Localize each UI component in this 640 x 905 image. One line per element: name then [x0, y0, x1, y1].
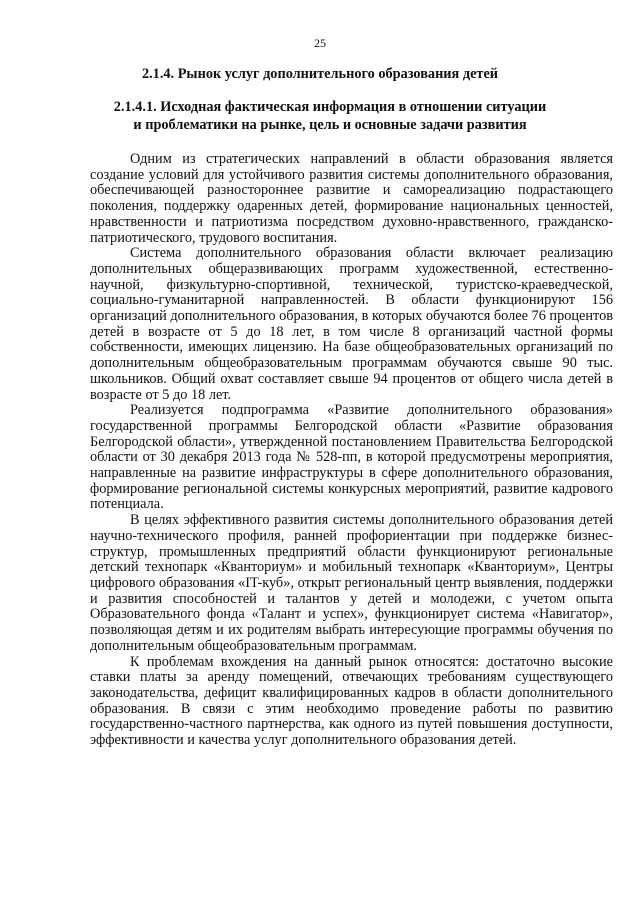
section-title: 2.1.4. Рынок услуг дополнительного образования детей [141, 66, 499, 82]
paragraph: Реализуется подпрограмма «Развитие дополнительного образования» государственной программы Белгородской области «Развитие образования Белгородской области», утвержденной постановлением Правительства Белгородской области от 30 декабря 2013 года № 528-пп, в которой предусмотрены мероприятия, направленные на развитие инфраструктуры в сфере дополнительного образования, формирование региональной системы конкурсных мероприятий, развитие кадрового потенциала. [90, 402, 613, 513]
subsection-title [90, 98, 570, 134]
paragraph: Одним из стратегических направлений в области образования является создание условий для устойчивого развития системы дополнительного образования, обеспечивающей разностороннее развитие и самореализацию подрастающего поколения, поддержку одаренных детей, формирование национальных ценностей, нравственности и патриотизма посредством духовно-нравственного, гражданско-патриотического, трудового воспитания. [90, 151, 613, 246]
page-number: 25 [314, 36, 326, 50]
body-text [90, 152, 613, 749]
subsection-title-line-1: 2.1.4.1. Исходная фактическая информация в отношении ситуации [113, 99, 547, 115]
subsection-title-line-2: и проблематики на рынке, цель и основные задачи развития [133, 117, 527, 133]
paragraph: К проблемам вхождения на данный рынок относятся: достаточно высокие ставки платы за аренду помещений, отвечающих требованиям существующего законодательства, дефицит квалифицированных кадров в области дополнительного образования. В связи с этим необходимо проведение работы по развитию государственно-частного партнерства, как одного из путей повышения доступности, эффективности и качества услуг дополнительного образования детей. [90, 653, 613, 749]
paragraph: В целях эффективного развития системы дополнительного образования детей научно-технического профиля, ранней профориентации при поддержке бизнес-структур, промышленных предприятий области функционируют региональные детский технопарк «Кванториум» и мобильный технопарк «Кванториум», Центры цифрового образования «IT-куб», открыт региональный центр выявления, поддержки и развития способностей и талантов у детей и молодежи, с учетом опыта Образовательного фонда «Талант и успех», функционирует система «Навигатор», позволяющая детям и их родителям выбрать интересующие программы обучения по дополнительным общеобразовательным программам. [90, 512, 613, 654]
paragraph: Система дополнительного образования области включает реализацию дополнительных общеразвивающих программ художественной, естественно-научной, физкультурно-спортивной, технической, туристско-краеведческой, социально-гуманитарной направленностей. В области функционируют 156 организаций дополнительного образования, в которых обучаются более 76 процентов детей в возрасте от 5 до 18 лет, в том числе 8 организаций частной формы собственности, имеющих лицензию. На базе общеобразовательных организаций по дополнительным общеобразовательным программам обучаются свыше 90 тыс. школьников. Общий охват составляет свыше 94 процентов от общего числа детей в возрасте от 5 до 18 лет. [90, 245, 613, 403]
